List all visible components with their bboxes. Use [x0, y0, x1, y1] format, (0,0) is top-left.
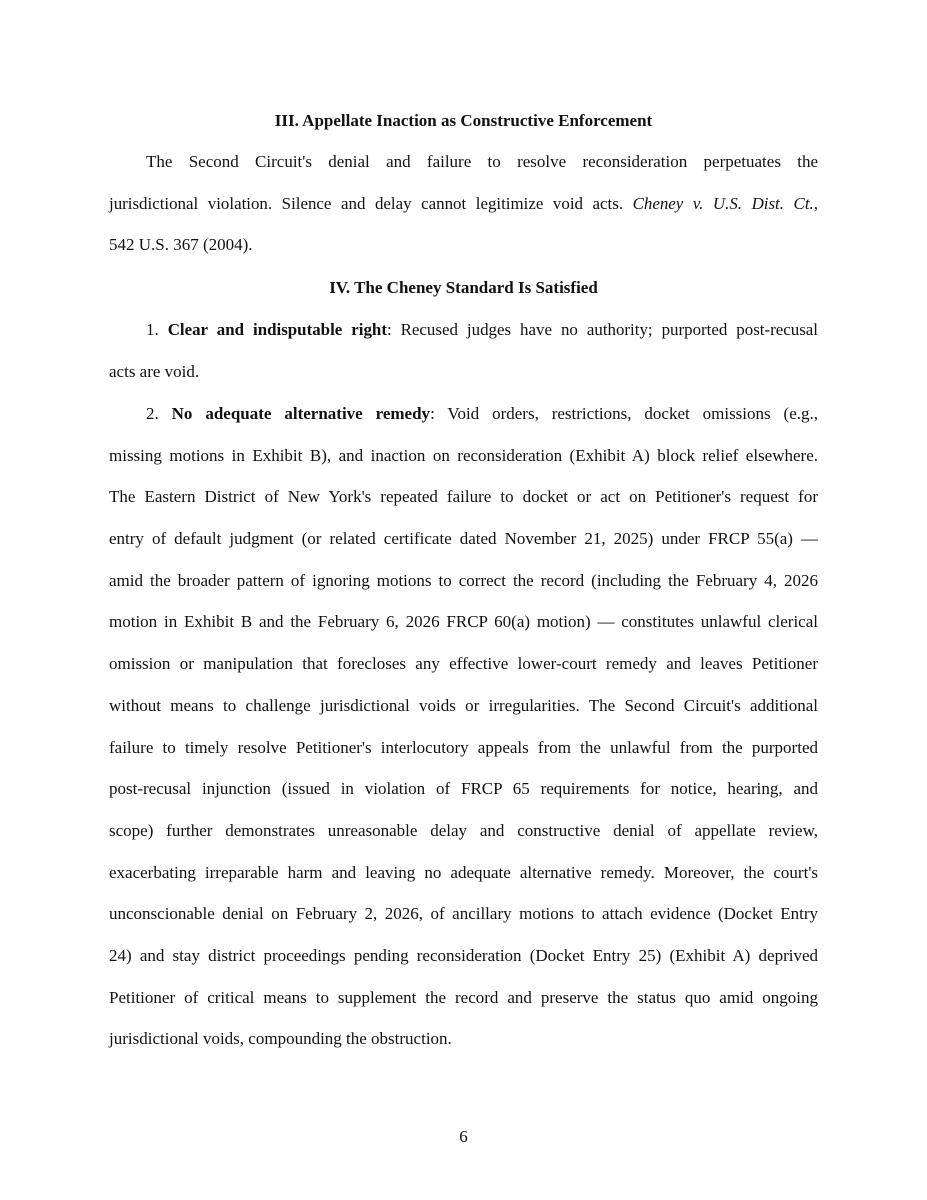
- paragraph-text: : Void orders, restrictions, docket omissions (e.g.,: [430, 404, 818, 423]
- list-number: 1.: [146, 320, 168, 339]
- paragraph-line: jurisdictional voids, compounding the obstruction.: [109, 1029, 452, 1049]
- list-item-title: No adequate alternative remedy: [171, 404, 431, 423]
- paragraph-line: entry of default judgment (or related certificate dated November 21, 2025) under FRCP 55(a) —: [109, 529, 818, 549]
- section-heading-iii: III. Appellate Inaction as Constructive Enforcement: [274, 111, 653, 130]
- page-number: 6: [459, 1127, 468, 1146]
- list-item-title: Clear and indisputable right: [167, 320, 387, 339]
- paragraph-line: Petitioner of critical means to supplement the record and preserve the status quo amid ongoing: [109, 987, 818, 1007]
- paragraph-line: [109, 183, 818, 225]
- paragraph-line: scope) further demonstrates unreasonable delay and constructive denial of appellate review,: [109, 820, 818, 840]
- paragraph-line: 24) and stay district proceedings pending reconsideration (Docket Entry 25) (Exhibit A) deprived: [109, 945, 818, 965]
- case-citation: Cheney v. U.S. Dist. Ct.: [632, 193, 814, 213]
- paragraph-line: The Second Circuit's denial and failure to resolve reconsideration perpetuates the: [146, 152, 818, 171]
- paragraph-line: failure to timely resolve Petitioner's interlocutory appeals from the unlawful from the purported: [109, 737, 818, 757]
- paragraph-line: [109, 393, 818, 435]
- section-heading-iv: IV. The Cheney Standard Is Satisfied: [329, 278, 598, 297]
- paragraph-line: amid the broader pattern of ignoring motions to correct the record (including the February 4, 2026: [109, 570, 818, 590]
- paragraph-line: motion in Exhibit B and the February 6, 2026 FRCP 60(a) motion) — constitutes unlawful clerical: [109, 612, 818, 632]
- paragraph-text: jurisdictional violation. Silence and delay cannot legitimize void acts.: [109, 193, 633, 213]
- paragraph-line: exacerbating irreparable harm and leaving no adequate alternative remedy. Moreover, the court's: [109, 862, 818, 882]
- paragraph-text: ,: [813, 193, 818, 213]
- paragraph-line: [109, 309, 818, 351]
- paragraph-line: acts are void.: [109, 361, 200, 381]
- list-number: 2.: [146, 404, 172, 423]
- paragraph-text: : Recused judges have no authority; purported post-recusal: [386, 320, 818, 339]
- paragraph-appellate-inaction: [109, 141, 818, 266]
- paragraph-line: without means to challenge jurisdictional voids or irregularities. The Second Circuit's additional: [109, 695, 818, 715]
- paragraph-line: 542 U.S. 367 (2004).: [109, 235, 253, 255]
- paragraph-line: unconscionable denial on February 2, 2026, of ancillary motions to attach evidence (Docket Entry: [109, 904, 818, 924]
- paragraph-line: missing motions in Exhibit B), and inaction on reconsideration (Exhibit A) block relief elsewhere.: [109, 445, 818, 465]
- paragraph-line: The Eastern District of New York's repeated failure to docket or act on Petitioner's request for: [109, 487, 818, 507]
- paragraph-line: omission or manipulation that forecloses any effective lower-court remedy and leaves Petitioner: [109, 654, 818, 674]
- list-item-no-remedy: [109, 393, 818, 1060]
- paragraph-line: post-recusal injunction (issued in violation of FRCP 65 requirements for notice, hearing, and: [109, 779, 818, 799]
- list-item-clear-right: [109, 309, 818, 392]
